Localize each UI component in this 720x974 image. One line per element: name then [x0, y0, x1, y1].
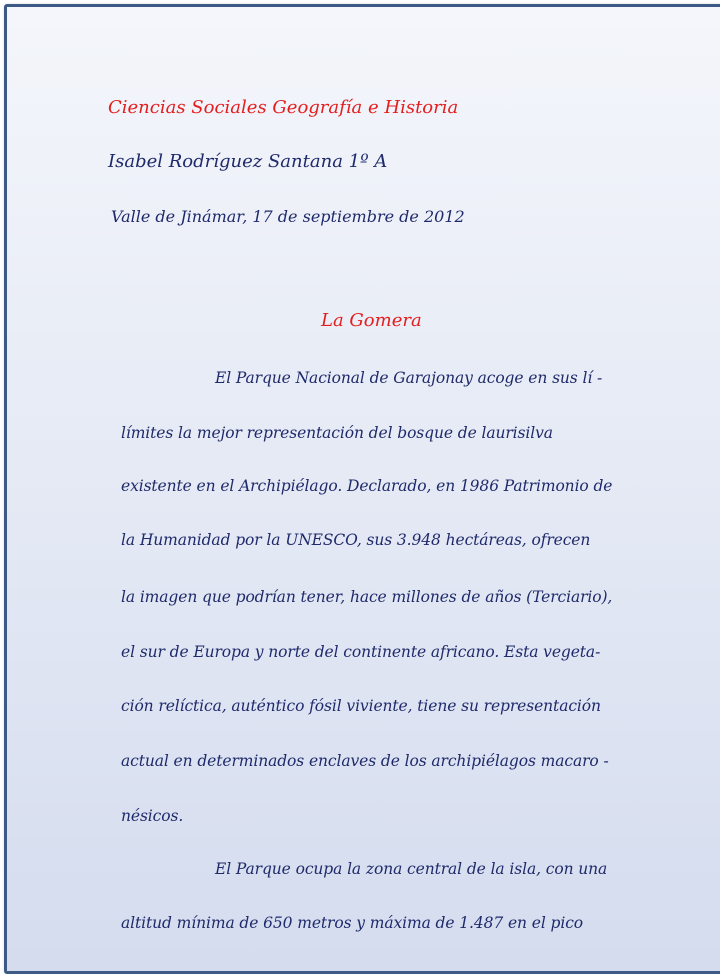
place-date-line: Valle de Jinámar, 17 de septiembre de 2012 — [111, 207, 465, 226]
body-line: nésicos. — [121, 807, 184, 825]
body-line: límites la mejor representación del bosque de laurisilva — [121, 424, 553, 442]
body-line: El Parque ocupa la zona central de la isla, con una — [215, 860, 608, 878]
document-page — [4, 4, 720, 974]
body-line: existente en el Archipiélago. Declarado, en 1986 Patrimonio de — [121, 477, 613, 495]
subject-heading: Ciencias Sociales Geografía e Historia — [108, 97, 459, 118]
body-line: El Parque Nacional de Garajonay acoge en sus lí - — [215, 369, 603, 387]
body-line: altitud mínima de 650 metros y máxima de 1.487 en el pico — [121, 914, 584, 932]
body-line: el sur de Europa y norte del continente africano. Esta vegeta- — [121, 643, 601, 661]
body-line: actual en determinados enclaves de los archipiélagos macaro - — [121, 752, 609, 770]
document-title: La Gomera — [321, 310, 422, 331]
author-line: Isabel Rodríguez Santana 1º A — [108, 151, 388, 172]
body-line: ción relíctica, auténtico fósil viviente, tiene su representación — [121, 697, 601, 715]
body-line: la imagen que podrían tener, hace millones de años (Terciario), — [121, 588, 613, 606]
body-line: la Humanidad por la UNESCO, sus 3.948 hectáreas, ofrecen — [121, 531, 591, 549]
